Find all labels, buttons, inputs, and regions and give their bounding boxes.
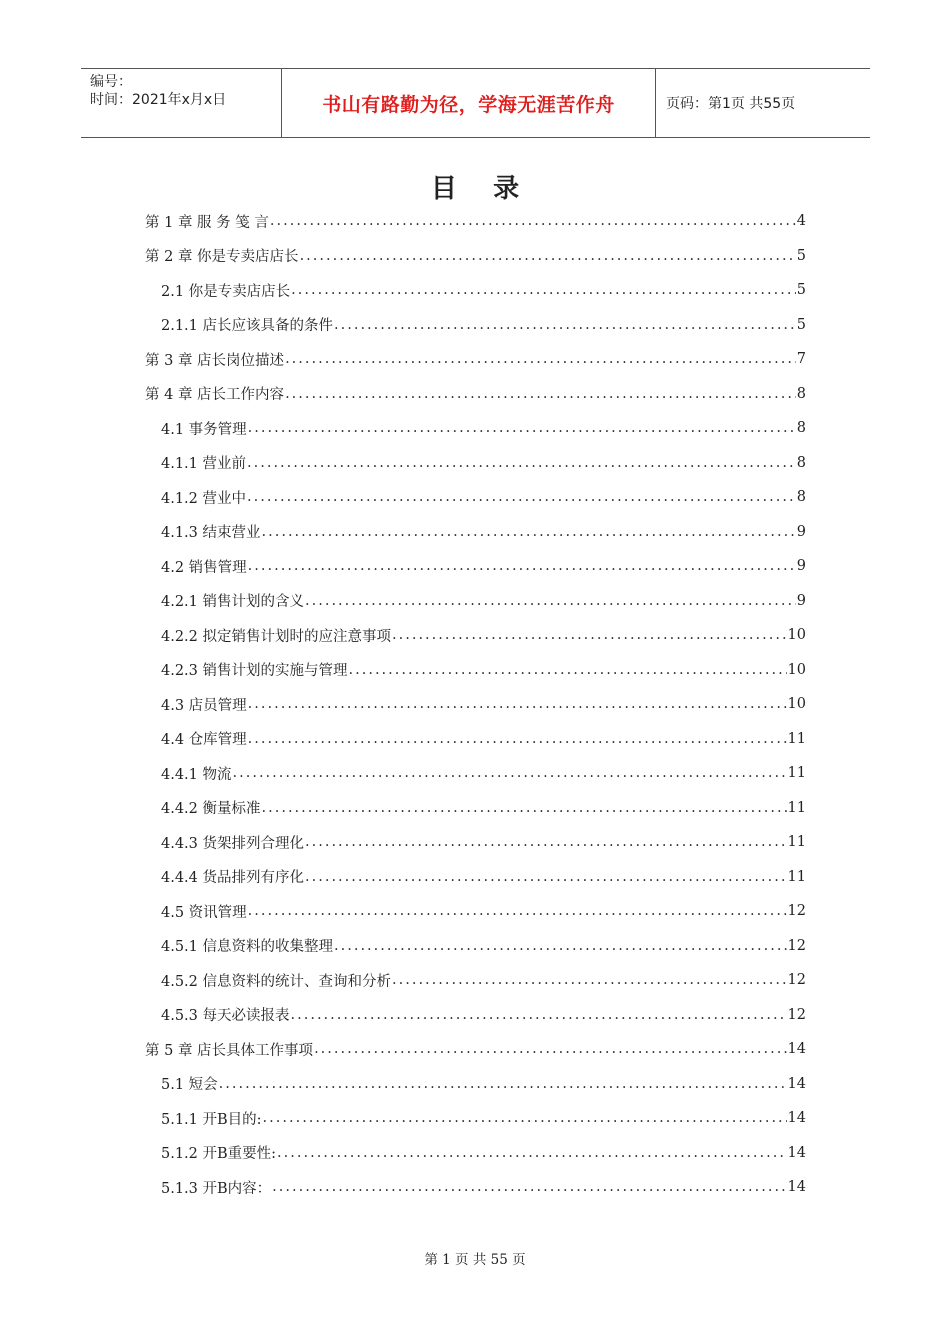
toc-title: 目 录 (430, 174, 520, 204)
toc-leader-dots (349, 662, 787, 678)
header-meta (81, 69, 282, 137)
toc-entry-label: 4.2.1 销售计划的含义 (161, 594, 305, 611)
toc-entry-page: 10 (787, 696, 806, 713)
toc-entry-label: 4.4.1 物流 (161, 766, 232, 783)
toc-entry-page: 5 (796, 282, 806, 299)
toc-entry[interactable] (145, 1032, 806, 1067)
toc-entry[interactable] (145, 446, 806, 481)
table-of-contents (145, 204, 806, 1205)
toc-entry-page: 5 (796, 316, 806, 333)
toc-entry-page: 9 (796, 592, 806, 609)
toc-entry[interactable] (145, 342, 806, 377)
toc-entry-page: 14 (787, 1041, 806, 1058)
toc-entry[interactable] (145, 653, 806, 688)
toc-entry[interactable] (145, 273, 806, 308)
serial-label: 编号： (90, 74, 132, 90)
toc-entry-page: 5 (796, 247, 806, 264)
toc-entry[interactable] (145, 1170, 806, 1205)
toc-entry[interactable] (145, 722, 806, 757)
toc-entry-label: 4.2.2 拟定销售计划时的应注意事项 (161, 628, 392, 645)
toc-entry-label: 4.1.2 营业中 (161, 490, 247, 507)
toc-entry-page: 12 (787, 972, 806, 989)
toc-entry[interactable] (145, 929, 806, 964)
toc-entry-label: 4.4.3 货架排列合理化 (161, 835, 305, 852)
toc-leader-dots (300, 248, 796, 264)
toc-entry-label: 4.3 店员管理 (161, 697, 247, 714)
toc-entry-page: 14 (787, 1075, 806, 1092)
toc-entry-label: 4.4 仓库管理 (161, 732, 247, 749)
toc-entry-label: 第 3 章 店长岗位描述 (145, 352, 285, 369)
toc-entry-label: 4.4.2 衡量标准 (161, 801, 261, 818)
toc-entry-page: 11 (787, 765, 806, 782)
toc-entry[interactable] (145, 308, 806, 343)
toc-entry-page: 12 (787, 903, 806, 920)
toc-leader-dots (285, 386, 796, 402)
toc-entry-label: 4.4.4 货品排列有序化 (161, 870, 305, 887)
toc-entry-label: 4.1.1 营业前 (161, 456, 247, 473)
toc-leader-dots (334, 317, 796, 333)
toc-entry-label: 2.1.1 店长应该具备的条件 (161, 318, 334, 335)
document-header (81, 68, 870, 138)
toc-entry-label: 5.1.2 开B重要性: (161, 1146, 277, 1163)
toc-entry[interactable] (145, 618, 806, 653)
toc-leader-dots (247, 455, 796, 471)
toc-entry-label: 5.1.3 开B内容： (161, 1180, 272, 1197)
toc-entry-label: 第 2 章 你是专卖店店长 (145, 249, 299, 266)
toc-entry-page: 12 (787, 1006, 806, 1023)
toc-leader-dots (262, 524, 796, 540)
toc-leader-dots (305, 869, 787, 885)
toc-leader-dots (262, 800, 787, 816)
toc-leader-dots (247, 489, 796, 505)
toc-entry-page: 14 (787, 1179, 806, 1196)
toc-entry[interactable] (145, 756, 806, 791)
toc-leader-dots (305, 834, 787, 850)
toc-entry-label: 5.1 短会 (161, 1077, 218, 1094)
toc-entry[interactable] (145, 515, 806, 550)
toc-entry-page: 4 (796, 213, 806, 230)
toc-leader-dots (248, 558, 796, 574)
toc-entry-label: 4.1 事务管理 (161, 421, 247, 438)
toc-entry-page: 8 (796, 454, 806, 471)
toc-entry[interactable] (145, 549, 806, 584)
toc-entry-page: 9 (796, 523, 806, 540)
header-page-info: 页码：第1页 共55页 (666, 96, 796, 112)
toc-leader-dots (248, 903, 787, 919)
toc-entry-page: 11 (787, 868, 806, 885)
toc-entry-label: 4.2.3 销售计划的实施与管理 (161, 663, 348, 680)
toc-entry[interactable] (145, 687, 806, 722)
toc-entry[interactable] (145, 377, 806, 412)
header-motto: 书山有路勤为径，学海无涯苦作舟 (282, 69, 656, 137)
toc-leader-dots (272, 1179, 786, 1195)
date-label: 时间：2021年x月x日 (90, 92, 227, 108)
toc-leader-dots (392, 627, 787, 643)
toc-entry-label: 4.2 销售管理 (161, 559, 247, 576)
toc-entry[interactable] (145, 411, 806, 446)
toc-entry-label: 2.1 你是专卖店店长 (161, 283, 291, 300)
toc-entry[interactable] (145, 1136, 806, 1171)
toc-entry-page: 11 (787, 834, 806, 851)
page-footer: 第 1 页 共 55 页 (424, 1252, 526, 1268)
toc-entry[interactable] (145, 204, 806, 239)
toc-entry-label: 4.5 资讯管理 (161, 904, 247, 921)
toc-entry-page: 11 (787, 730, 806, 747)
toc-leader-dots (219, 1076, 787, 1092)
toc-leader-dots (334, 938, 787, 954)
toc-leader-dots (285, 351, 796, 367)
toc-leader-dots (248, 420, 796, 436)
toc-leader-dots (270, 213, 796, 229)
toc-entry-label: 第 4 章 店长工作内容 (145, 387, 285, 404)
toc-entry-page: 14 (787, 1110, 806, 1127)
toc-entry-page: 8 (796, 489, 806, 506)
toc-entry[interactable] (145, 791, 806, 826)
toc-leader-dots (277, 1145, 787, 1161)
toc-leader-dots (291, 282, 796, 298)
toc-entry[interactable] (145, 963, 806, 998)
toc-entry-page: 8 (796, 420, 806, 437)
toc-entry[interactable] (145, 1101, 806, 1136)
toc-leader-dots (248, 731, 787, 747)
toc-leader-dots (291, 1007, 787, 1023)
toc-entry-page: 10 (787, 661, 806, 678)
toc-entry[interactable] (145, 860, 806, 895)
toc-entry-page: 11 (787, 799, 806, 816)
toc-leader-dots (263, 1110, 787, 1126)
toc-entry[interactable] (145, 480, 806, 515)
toc-leader-dots (392, 972, 787, 988)
toc-entry-label: 4.5.1 信息资料的收集整理 (161, 939, 334, 956)
toc-entry-label: 4.5.2 信息资料的统计、查询和分析 (161, 973, 392, 990)
toc-entry-page: 7 (796, 351, 806, 368)
toc-entry[interactable] (145, 584, 806, 619)
toc-entry-page: 12 (787, 937, 806, 954)
toc-entry[interactable] (145, 825, 806, 860)
toc-entry-label: 第 1 章 服 务 笺 言 (145, 214, 269, 231)
toc-leader-dots (248, 696, 787, 712)
toc-entry[interactable] (145, 239, 806, 274)
toc-entry[interactable] (145, 998, 806, 1033)
toc-entry-page: 14 (787, 1144, 806, 1161)
toc-entry-page: 8 (796, 385, 806, 402)
toc-entry-page: 9 (796, 558, 806, 575)
toc-entry-label: 5.1.1 开B目的: (161, 1111, 262, 1128)
toc-entry-label: 4.5.3 每天必读报表 (161, 1008, 290, 1025)
toc-entry[interactable] (145, 894, 806, 929)
toc-entry-page: 10 (787, 627, 806, 644)
toc-leader-dots (314, 1041, 786, 1057)
toc-leader-dots (305, 593, 796, 609)
toc-entry-label: 第 5 章 店长具体工作事项 (145, 1042, 314, 1059)
toc-entry[interactable] (145, 1067, 806, 1102)
toc-entry-label: 4.1.3 结束营业 (161, 525, 261, 542)
toc-leader-dots (233, 765, 787, 781)
